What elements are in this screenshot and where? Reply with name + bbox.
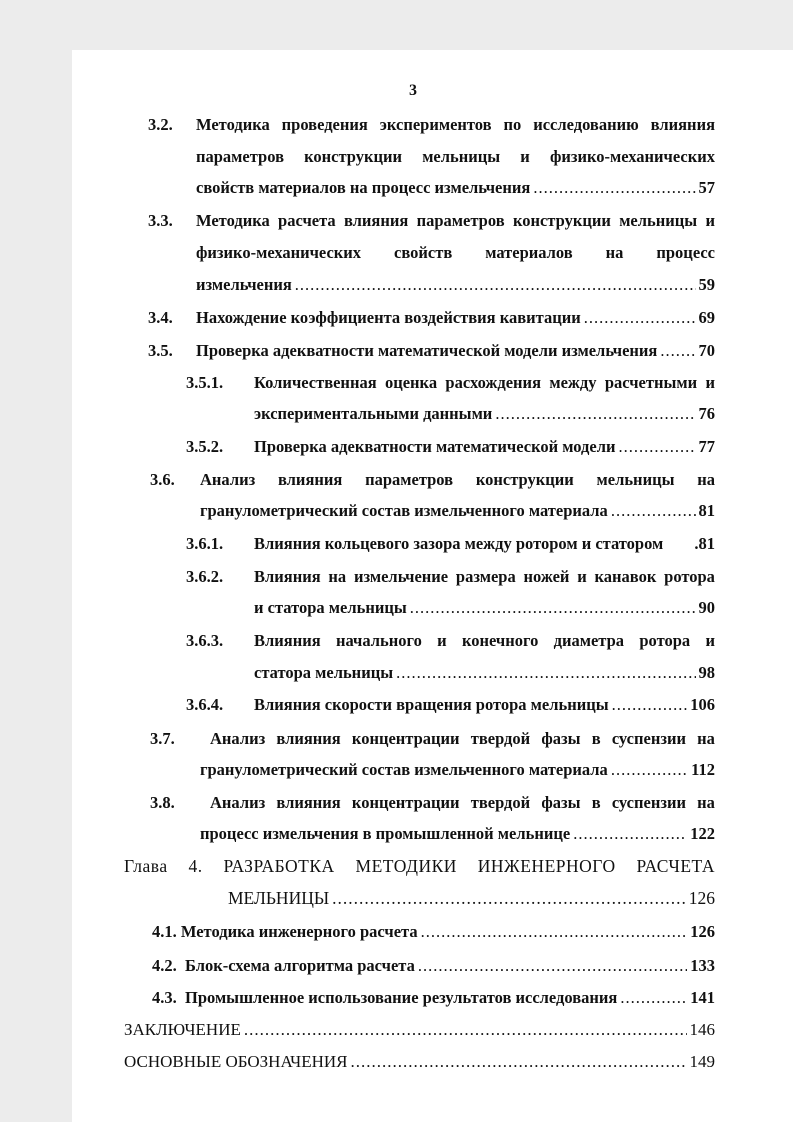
toc-page-ref: 57 <box>698 178 715 197</box>
toc-number: 3.3. <box>148 211 173 230</box>
toc-entry-line: свойств материалов на процесс измельчения ..... 57 <box>196 176 715 200</box>
toc-number: 3.6.1. <box>186 534 224 553</box>
toc-page-ref: 90 <box>698 598 715 617</box>
toc-page-ref: 126 <box>690 922 715 941</box>
toc-entry-line: измельчения ..... 59 <box>196 273 715 297</box>
toc-number: 3.5.1. <box>186 373 224 392</box>
toc-entry-line: экспериментальными данными ..... 76 <box>254 402 715 426</box>
toc-entry-line: гранулометрический состав измельченного материала ..... 81 <box>200 499 715 523</box>
toc-entry-line: 4.1. Методика инженерного расчета ..... 126 <box>152 920 715 944</box>
toc-entry-line: ОСНОВНЫЕ ОБОЗНАЧЕНИЯ ..... 149 <box>124 1050 715 1074</box>
toc-entry-line: Влияния начального и конечного диаметра ротора и <box>254 631 715 650</box>
toc-entry-line: Методика проведения экспериментов по исследованию влияния <box>196 115 715 134</box>
toc-entry-line: процесс измельчения в промышленной мельнице ..... 122 <box>200 822 715 846</box>
toc-page-ref: 112 <box>691 760 715 779</box>
toc-page-ref: 146 <box>689 1020 715 1039</box>
toc-page-ref: 106 <box>690 695 715 714</box>
toc-entry-line: Влияния скорости вращения ротора мельницы ..... 106 <box>254 693 715 717</box>
page-number: 3 <box>409 82 417 99</box>
toc-entry-line: Влияния кольцевого зазора между ротором и статором .81 <box>254 532 715 556</box>
toc-entry-line: 4.2. Блок-схема алгоритма расчета ..... 133 <box>152 954 715 978</box>
toc-page-ref: 81 <box>698 501 715 520</box>
toc-number: 3.6. <box>150 470 175 489</box>
toc-page-ref: 126 <box>688 888 715 908</box>
toc-page-ref: 133 <box>690 956 715 975</box>
toc-page-ref: .81 <box>694 534 715 553</box>
chapter-heading: Глава 4. РАЗРАБОТКА МЕТОДИКИ ИНЖЕНЕРНОГО РАСЧЕТА <box>124 856 715 876</box>
toc-page-ref: 77 <box>698 437 715 456</box>
toc-number: 3.8. <box>150 793 175 812</box>
toc-number: 3.6.4. <box>186 695 224 714</box>
toc-entry-line: Проверка адекватности математической модели ..... 77 <box>254 435 715 459</box>
toc-page-ref: 69 <box>698 308 715 327</box>
toc-entry-line: параметров конструкции мельницы и физико-механических <box>196 147 715 166</box>
toc-entry-line: Анализ влияния концентрации твердой фазы в суспензии на <box>210 729 715 748</box>
toc-page-ref: 59 <box>698 275 715 294</box>
toc-number: 3.4. <box>148 308 173 327</box>
toc-entry-line: Методика расчета влияния параметров конструкции мельницы и <box>196 211 715 230</box>
toc-page-ref: 76 <box>698 404 715 423</box>
toc-page-ref: 98 <box>698 663 715 682</box>
toc-number: 3.7. <box>150 729 175 748</box>
toc-entry-line: Нахождение коэффициента воздействия кавитации ..... 69 <box>196 306 715 330</box>
toc-entry-line: Проверка адекватности математической модели измельчения ..... 70 <box>196 339 715 363</box>
toc-entry-line: Анализ влияния параметров конструкции мельницы на <box>200 470 715 489</box>
toc-page-ref: 141 <box>690 988 715 1007</box>
toc-page-ref: 122 <box>690 824 715 843</box>
toc-entry-line: ЗАКЛЮЧЕНИЕ ..... 146 <box>124 1018 715 1042</box>
toc-number: 3.5. <box>148 341 173 360</box>
toc-entry-line: Анализ влияния концентрации твердой фазы в суспензии на <box>210 793 715 812</box>
toc-entry-line: статора мельницы ..... 98 <box>254 661 715 685</box>
toc-entry-line: и статора мельницы ..... 90 <box>254 596 715 620</box>
toc-page-ref: 149 <box>689 1052 715 1071</box>
toc-number: 3.6.3. <box>186 631 224 650</box>
toc-number: 3.6.2. <box>186 567 224 586</box>
toc-entry-line: гранулометрический состав измельченного материала ..... 112 <box>200 758 715 782</box>
toc-entry-line: МЕЛЬНИЦЫ ..... 126 <box>228 886 715 910</box>
toc-page-ref: 70 <box>698 341 715 360</box>
toc-entry-line: физико-механических свойств материалов на процесс <box>196 243 715 262</box>
toc-entry-line: Количественная оценка расхождения между расчетными и <box>254 373 715 392</box>
toc-entry-line: Влияния на измельчение размера ножей и канавок ротора <box>254 567 715 586</box>
toc-number: 3.5.2. <box>186 437 224 456</box>
toc-entry-line: 4.3. Промышленное использование результатов исследования ..... 141 <box>152 986 715 1010</box>
toc-number: 3.2. <box>148 115 173 134</box>
